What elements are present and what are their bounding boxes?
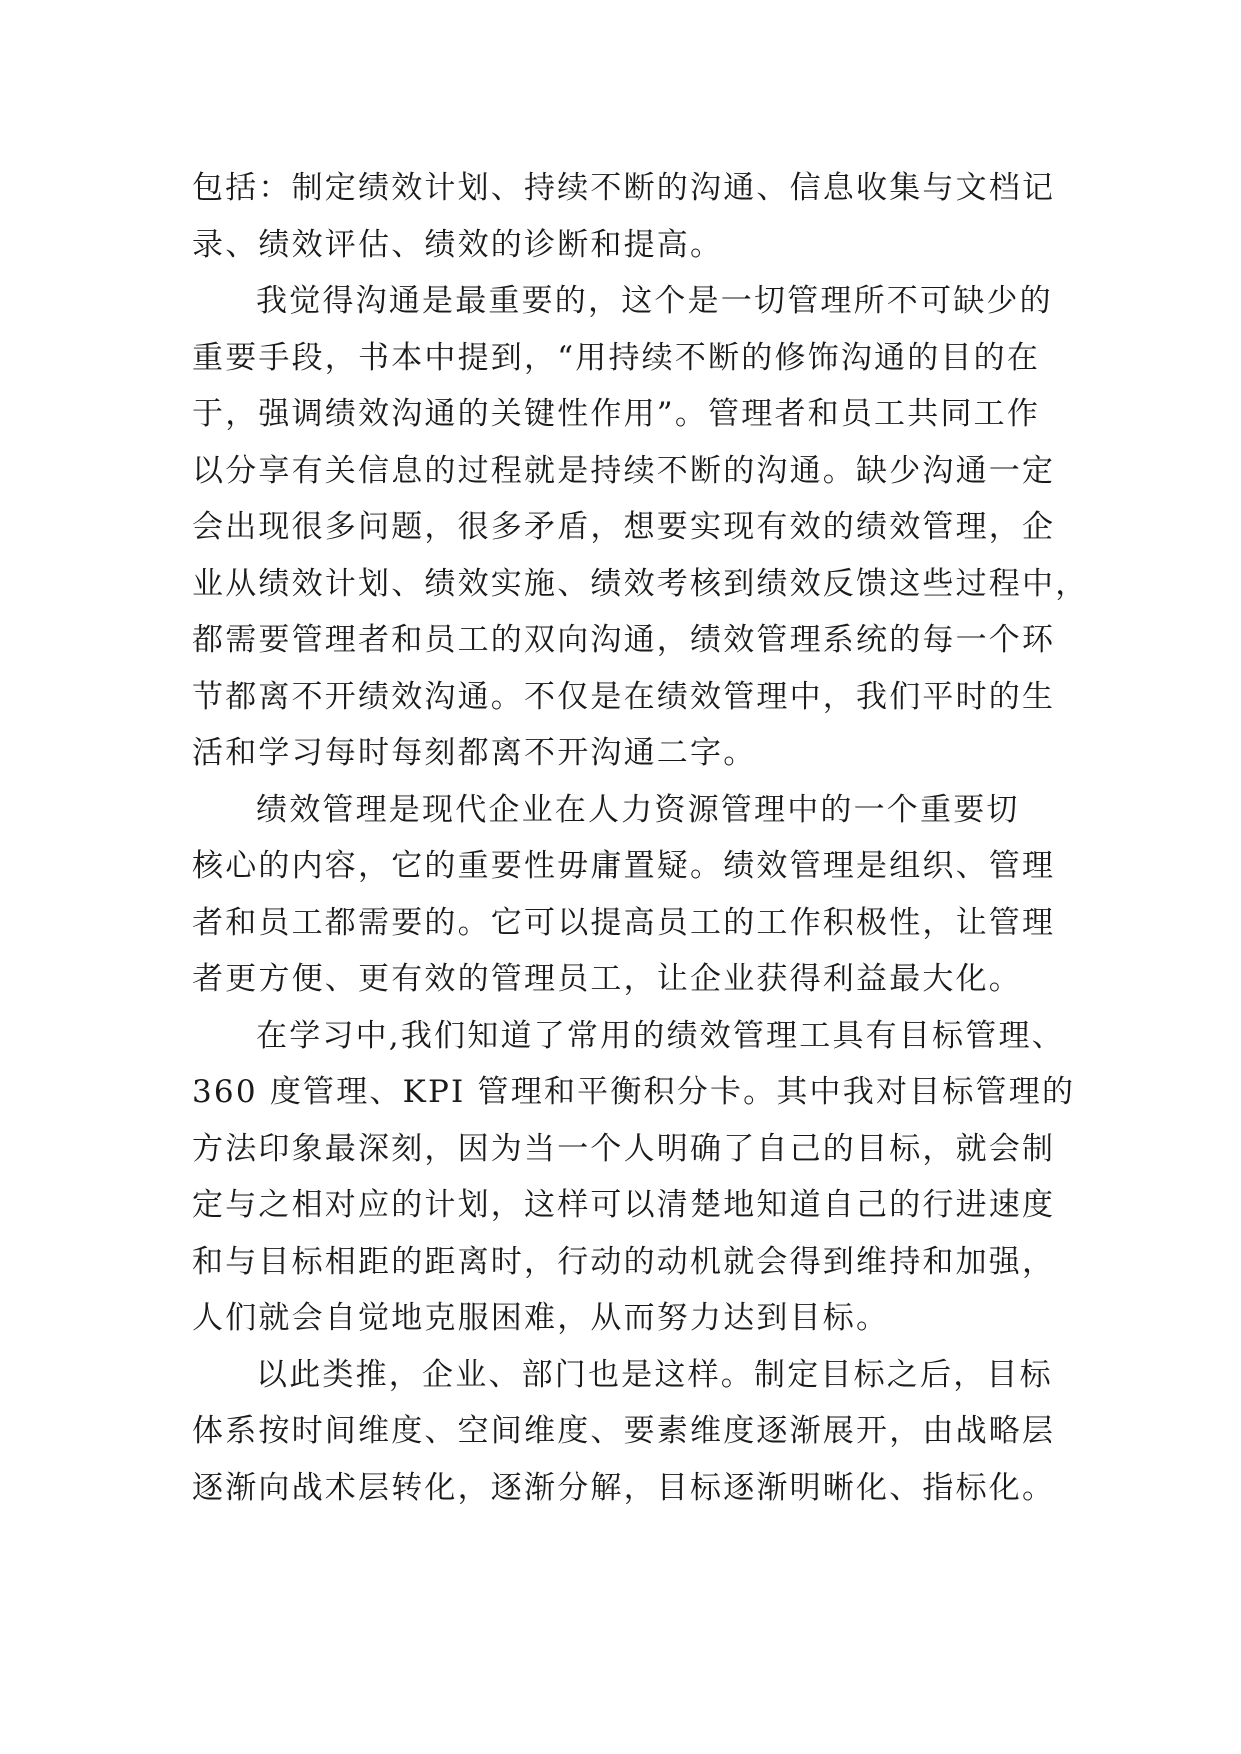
text-line: 以此类推，企业、部门也是这样。制定目标之后，目标 — [256, 1356, 1053, 1393]
text-line: 人们就会自觉地克服困难，从而努力达到目标。 — [192, 1300, 890, 1336]
text-line: 定与之相对应的计划，这样可以清楚地知道自己的行进速度 — [192, 1187, 1056, 1223]
text-line: 逐渐向战术层转化，逐渐分解，目标逐渐明晰化、指标化。 — [192, 1469, 1056, 1506]
paragraph — [192, 1347, 1064, 1517]
text-line: 我觉得沟通是最重要的，这个是一切管理所不可缺少的 — [256, 283, 1053, 319]
text-line: 重要手段，书本中提到，“用持续不断的修饰沟通的目的在 — [192, 339, 1041, 376]
text-line: 会出现很多问题，很多矛盾，想要实现有效的绩效管理，企 — [192, 509, 1056, 545]
text-line: 体系按时间维度、空间维度、要素维度逐渐展开，由战略层 — [192, 1413, 1056, 1449]
text-line: 和与目标相距的距离时，行动的动机就会得到维持和加强， — [192, 1243, 1056, 1280]
text-line: 活和学习每时每刻都离不开沟通二字。 — [192, 735, 757, 771]
text-line: 录、绩效评估、绩效的诊断和提高。 — [192, 226, 724, 263]
paragraph — [192, 160, 1064, 273]
text-line: 以分享有关信息的过程就是持续不断的沟通。缺少沟通一定 — [192, 452, 1056, 489]
text-line: 包括：制定绩效计划、持续不断的沟通、信息收集与文档记 — [192, 170, 1056, 206]
paragraph — [192, 782, 1064, 1008]
text-line: 在学习中,我们知道了常用的绩效管理工具有目标管理、 — [256, 1017, 1065, 1054]
text-line: 360 度管理、KPI 管理和平衡积分卡。其中我对目标管理的 — [192, 1074, 1076, 1110]
text-line: 业从绩效计划、绩效实施、绩效考核到绩效反馈这些过程中， — [192, 565, 1089, 602]
document-body — [192, 160, 1089, 1516]
text-line: 都需要管理者和员工的双向沟通，绩效管理系统的每一个环 — [192, 622, 1056, 658]
text-line: 者和员工都需要的。它可以提高员工的工作积极性，让管理 — [192, 904, 1056, 941]
paragraph — [192, 1008, 1076, 1347]
text-line: 者更方便、更有效的管理员工，让企业获得利益最大化。 — [192, 961, 1022, 997]
text-line: 于，强调绩效沟通的关键性作用”。管理者和员工共同工作 — [192, 396, 1041, 432]
text-line: 核心的内容，它的重要性毋庸置疑。绩效管理是组织、管理 — [192, 848, 1056, 884]
text-line: 方法印象最深刻，因为当一个人明确了自己的目标，就会制 — [192, 1130, 1056, 1167]
text-line: 节都离不开绩效沟通。不仅是在绩效管理中，我们平时的生 — [192, 678, 1056, 715]
text-line: 绩效管理是现代企业在人力资源管理中的一个重要切 — [256, 791, 1020, 828]
paragraph — [192, 273, 1089, 782]
